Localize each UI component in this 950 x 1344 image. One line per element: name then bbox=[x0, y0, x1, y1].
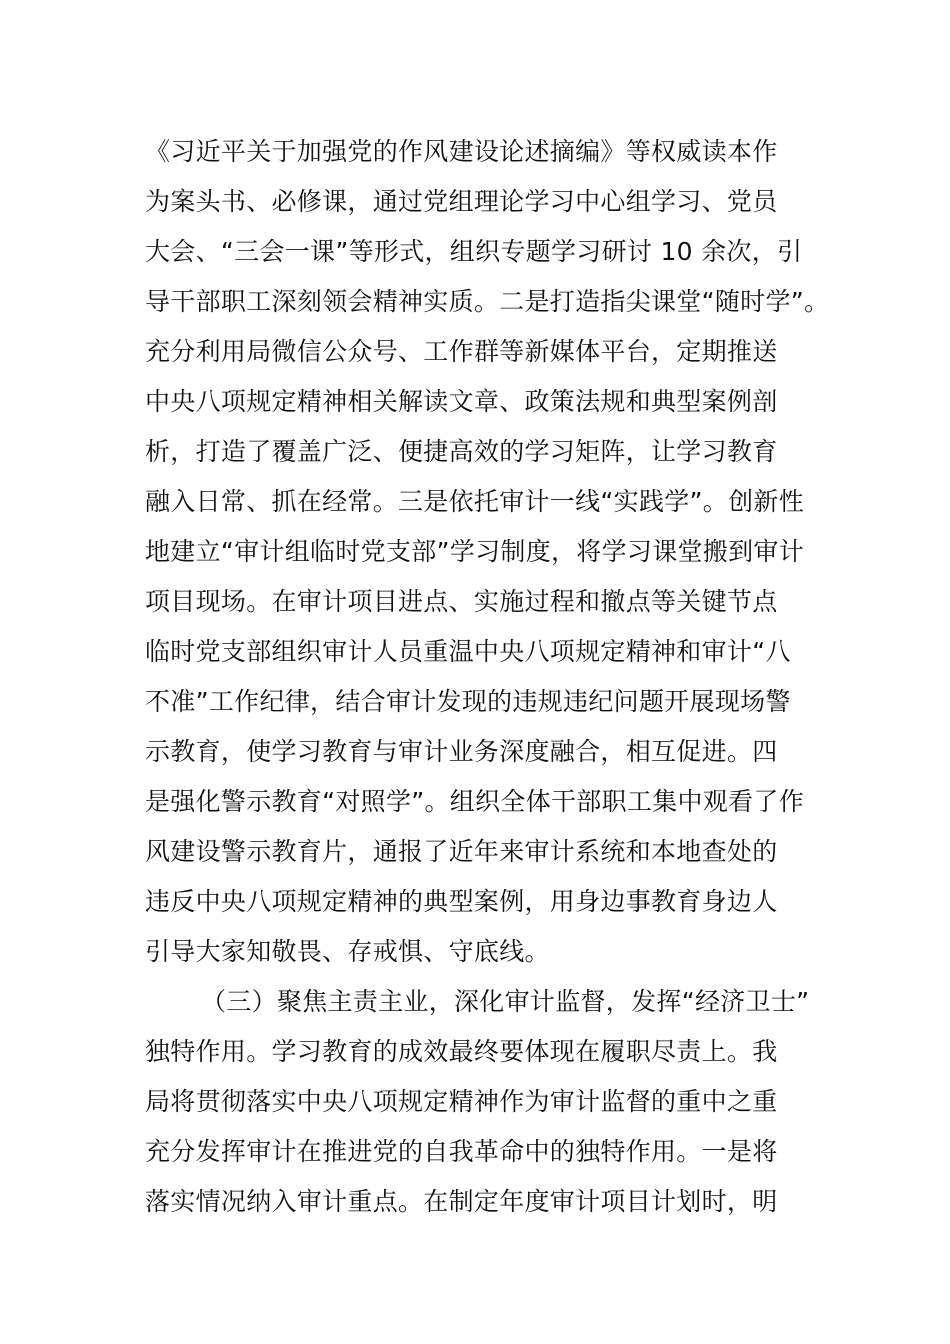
text-line: 局将贯彻落实中央八项规定精神作为审计监督的重中之重 bbox=[145, 1087, 778, 1116]
text-line: 引导大家知敬畏、存戒惧、守底线。 bbox=[145, 937, 550, 966]
text-line: 风建设警示教育片，通报了近年来审计系统和本地查处的 bbox=[145, 837, 778, 866]
text-line: 违反中央八项规定精神的典型案例，用身边事教育身边人 bbox=[145, 887, 778, 916]
text-line: 中央八项规定精神相关解读文章、政策法规和典型案例剖 bbox=[145, 387, 778, 416]
text-line: 为案头书、必修课，通过党组理论学习中心组学习、党员 bbox=[145, 187, 778, 216]
text-line: 地建立“审计组临时党支部”学习制度，将学习课堂搬到审计 bbox=[145, 537, 805, 566]
text-line: 融入日常、抓在经常。三是依托审计一线“实践学”。创新性 bbox=[145, 487, 805, 516]
text-line: 大会、“三会一课”等形式，组织专题学习研讨 10 余次，引 bbox=[145, 237, 803, 266]
text-line: 项目现场。在审计项目进点、实施过程和撤点等关键节点 bbox=[145, 587, 778, 616]
section-heading-line: （三）聚焦主责主业，深化审计监督，发挥“经济卫士” bbox=[201, 987, 810, 1016]
body-text bbox=[145, 127, 835, 1227]
text-line: 不准”工作纪律，结合审计发现的违规违纪问题开展现场警 bbox=[145, 687, 791, 716]
text-line: 导干部职工深刻领会精神实质。二是打造指尖课堂“随时学”。 bbox=[145, 287, 830, 316]
text-line: 充分发挥审计在推进党的自我革命中的独特作用。一是将 bbox=[145, 1137, 778, 1166]
text-line: 析，打造了覆盖广泛、便捷高效的学习矩阵，让学习教育 bbox=[145, 437, 778, 466]
text-line: 临时党支部组织审计人员重温中央八项规定精神和审计“八 bbox=[145, 637, 791, 666]
text-line: 《习近平关于加强党的作风建设论述摘编》等权威读本作 bbox=[145, 137, 778, 166]
text-line: 充分利用局微信公众号、工作群等新媒体平台，定期推送 bbox=[145, 337, 778, 366]
text-line: 示教育，使学习教育与审计业务深度融合，相互促进。四 bbox=[145, 737, 778, 766]
text-line: 落实情况纳入审计重点。在制定年度审计项目计划时，明 bbox=[145, 1187, 778, 1216]
text-line: 是强化警示教育“对照学”。组织全体干部职工集中观看了作 bbox=[145, 787, 805, 816]
text-line: 独特作用。学习教育的成效最终要体现在履职尽责上。我 bbox=[145, 1037, 778, 1066]
